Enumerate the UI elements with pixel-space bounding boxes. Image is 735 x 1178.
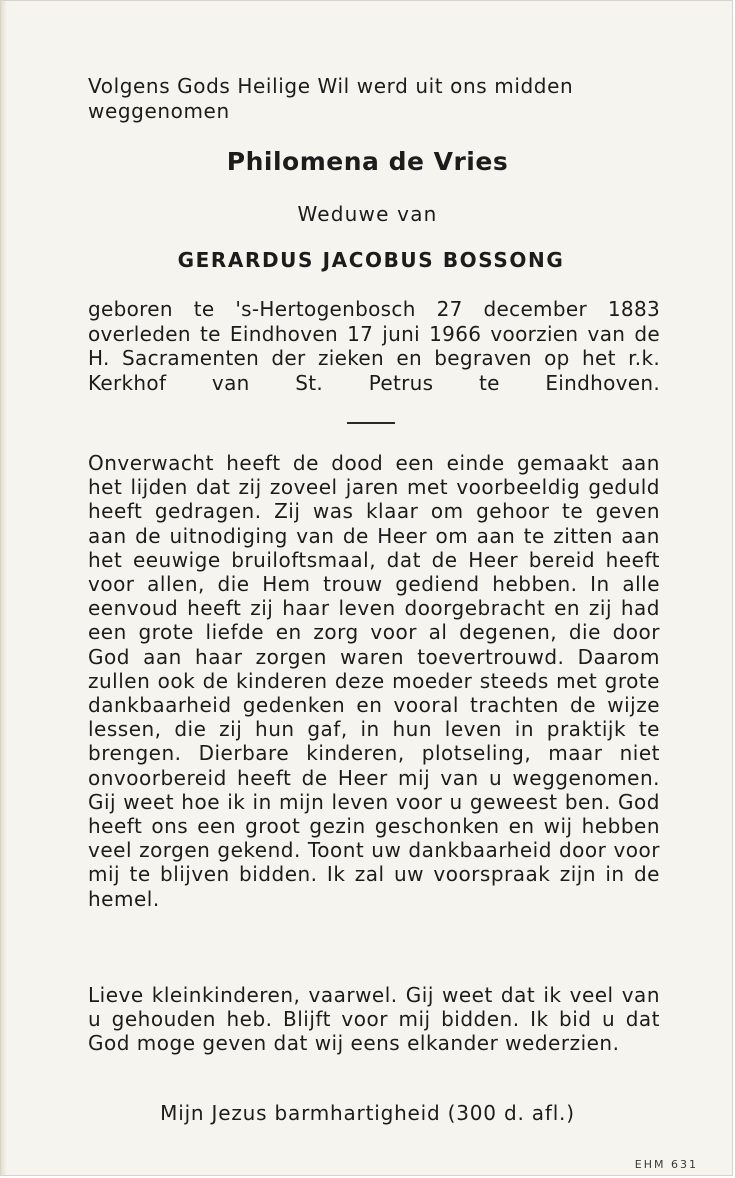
print-code: EHM 631 (634, 1158, 698, 1171)
closing-prayer: Mijn Jezus barmhartigheid (300 d. afl.) (160, 1101, 575, 1125)
husband-name: GERARDUS JACOBUS BOSSONG (177, 248, 565, 272)
divider-line (347, 422, 395, 424)
life-facts: geboren te 's-Hertogenbosch 27 december 1883 overleden te Eindhoven 17 juni 1966 voorzien van de H. Sacramenten der zieken en begraven op het r.k. Kerkhof van St. Petrus te Eindhoven. (88, 297, 660, 395)
widow-label: Weduwe van (297, 202, 438, 226)
intro-text: Volgens Gods Heilige Wil werd uit ons midden weggenomen (88, 74, 574, 123)
deceased-name: Philomena de Vries (226, 147, 509, 176)
memorial-paragraph-2: Lieve kleinkinderen, vaarwel. Gij weet dat ik veel van u gehouden heb. Blijft voor mij bidden. Ik bid u dat God moge geven dat wij eens elkander wederzien. (88, 983, 660, 1056)
memorial-paragraph-1: Onverwacht heeft de dood een einde gemaakt aan het lijden dat zij zoveel jaren met voorbeeldig geduld heeft gedragen. Zij was klaar om gehoor te geven aan de uitnodiging van de Heer om aan te zitten aan het eeuwige bruiloftsmaal, dat de Heer bereid heeft voor allen, die Hem trouw gediend hebben. In alle eenvoud heeft zij haar leven doorgebracht en zij had een grote liefde en zorg voor al degenen, die door God aan haar zorgen waren toevertrouwd. Daarom zullen ook de kinderen deze moeder steeds met grote dankbaarheid gedenken en vooral trachten de wijze lessen, die zij hun gaf, in hun leven in praktijk te brengen. Dierbare kinderen, plotseling, maar niet onvoorbereid heeft de Heer mij van u weggenomen. Gij weet hoe ik in mijn leven voor u geweest ben. God heeft ons een groot gezin geschonken en wij hebben veel zorgen gekend. Toont uw dankbaarheid door voor mij te blijven bidden. Ik zal uw voorspraak zijn in de hemel. (88, 451, 660, 911)
